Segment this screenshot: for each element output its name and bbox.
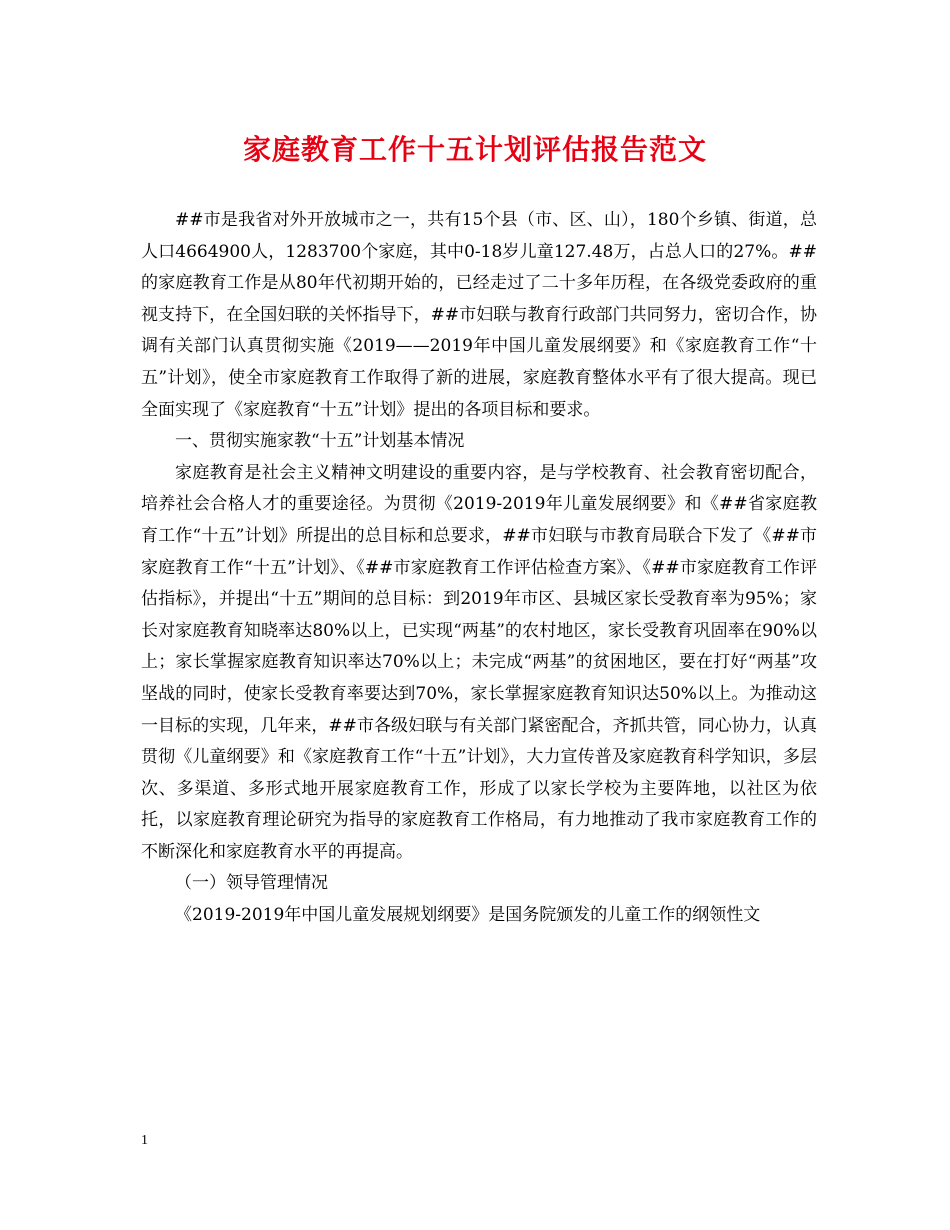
- paragraph-section-1: 家庭教育是社会主义精神文明建设的重要内容，是与学校教育、社会教育密切配合，培养社会合格人才的重要途径。为贯彻《2019-2019年儿童发展纲要》和《##省家庭教育工作“十五”计划》所提出的总目标和总要求，##市妇联与市教育局联合下发了《##市家庭教育工作“十五”计划》、《##市家庭教育工作评估检查方案》、《##市家庭教育工作评估指标》，并提出“十五”期间的总目标：到2019年市区、县城区家长受教育率为95%；家长对家庭教育知晓率达80%以上，已实现“两基”的农村地区，家长受教育巩固率在90%以上；家长掌握家庭教育知识率达70%以上；未完成“两基”的贫困地区，要在打好“两基”攻坚战的同时，使家长受教育率要达到70%，家长掌握家庭教育知识达50%以上。为推动这一目标的实现，几年来，##市各级妇联与有关部门紧密配合，齐抓共管，同心协力，认真贯彻《儿童纲要》和《家庭教育工作“十五”计划》，大力宣传普及家庭教育科学知识，多层次、多渠道、多形式地开展家庭教育工作，形成了以家长学校为主要阵地，以社区为依托，以家庭教育理论研究为指导的家庭教育工作格局，有力地推动了我市家庭教育工作的不断深化和家庭教育水平的再提高。: [141, 462, 817, 862]
- subsection-heading-1: （一）领导管理情况: [175, 873, 328, 894]
- section-heading-1: 一、贯彻实施家教“十五”计划基本情况: [175, 431, 465, 452]
- paragraph-intro: ##市是我省对外开放城市之一，共有15个县（市、区、山），180个乡镇、街道，总人口4664900人，1283700个家庭，其中0-18岁儿童127.48万，占总人口的27%。##的家庭教育工作是从80年代初期开始的，已经走过了二十多年历程，在各级党委政府的重视支持下，在全国妇联的关怀指导下，##市妇联与教育行政部门共同努力，密切合作，协调有关部门认真贯彻实施《2019——2019年中国儿童发展纲要》和《家庭教育工作“十五”计划》，使全市家庭教育工作取得了新的进展，家庭教育整体水平有了很大提高。现已全面实现了《家庭教育“十五”计划》提出的各项目标和要求。: [141, 210, 817, 420]
- document-title: 家庭教育工作十五计划评估报告范文: [242, 133, 707, 166]
- page-number: 1: [141, 1133, 148, 1148]
- document-body: [141, 205, 817, 932]
- paragraph-subsection-1: 《2019-2019年中国儿童发展规划纲要》是国务院颁发的儿童工作的纲领性文: [175, 905, 761, 926]
